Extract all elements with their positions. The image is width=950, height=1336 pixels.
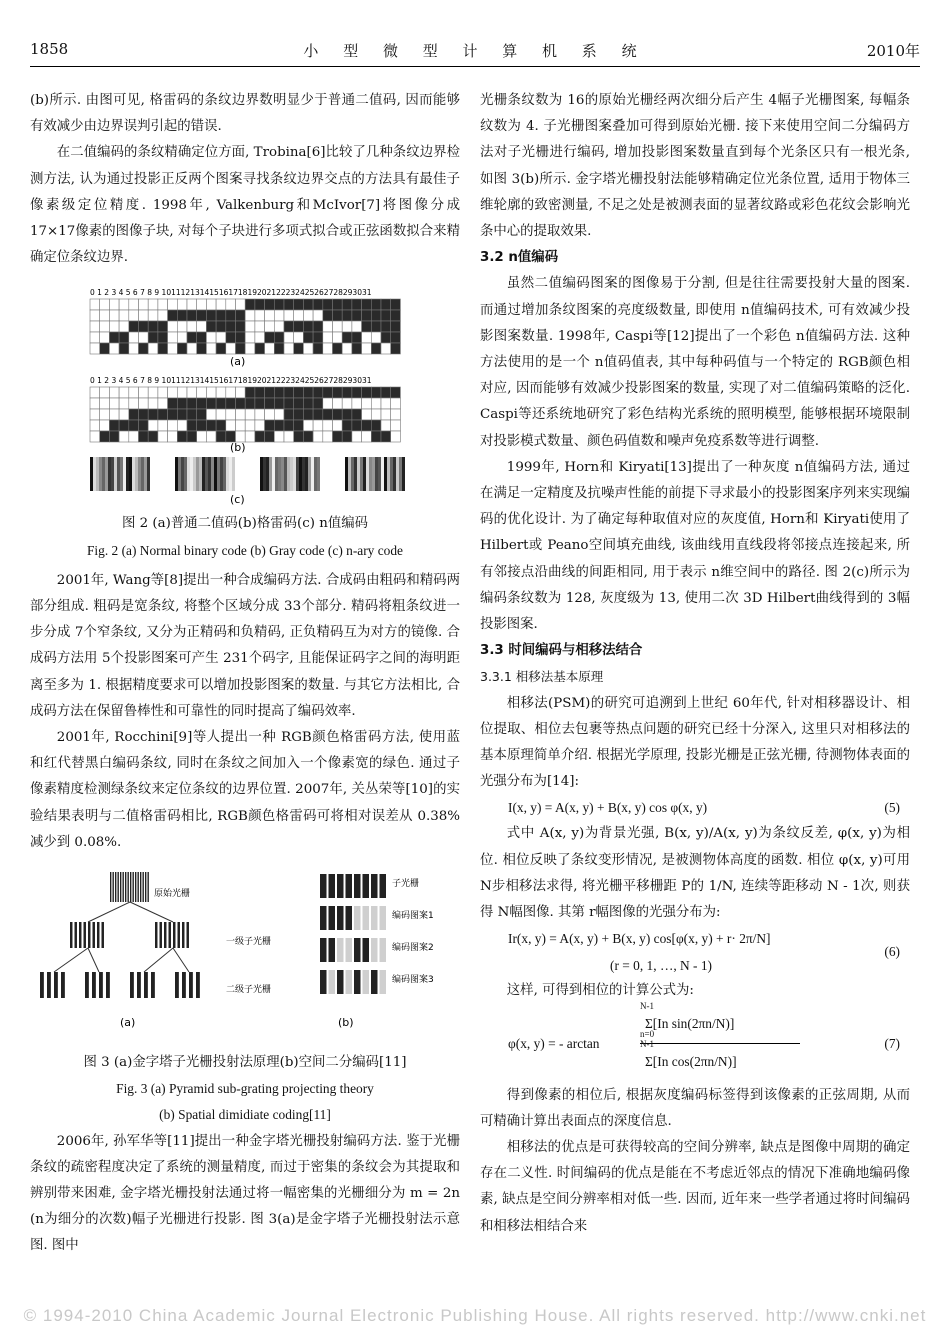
fig3-label-original: 原始光栅 [154,889,191,900]
paragraph: 2006年, 孙军华等[11]提出一种金字塔光栅投射编码方法. 鉴于光栅条纹的疏密程度决定了系统的测量精度, 而过于密集的条纹会为其提取和辨别带来困难, 金字塔光栅投射法通过将一幅密集的光栅细分为 m = 2n (n为细分的次数)幅子光栅进行投影. 图 3(a)是金字塔子光栅投射法示意图. 图中 [30,1133,460,1254]
fig3-label-b: (b) [338,1016,354,1030]
equation-7-lower-limit: n=0 [640,1028,655,1039]
fig3-right-label-3: 编码图案2 [392,943,434,954]
right-column [480,88,910,1240]
equation-6-line-2: (r = 0, 1, …, N - 1) [610,957,713,973]
equation-5-body: I(x, y) = A(x, y) + B(x, y) cos φ(x, y) [508,800,708,816]
copyright-footer: © 1994-2010 China Academic Journal Electronic Publishing House. All rights reserved. http://www.cnki.net [23,1306,927,1325]
paragraph: 光栅条纹数为 16的原始光栅经两次细分后产生 4幅子光栅图案, 每幅条纹数为 4. 子光栅图案叠加可得到原始光栅. 接下来使用空间二分编码方法对子光栅进行编码, 增加投影图案数量直到每个光条区只有一根光条, 如图 3(b)所示. 金字塔光栅投射法能够精确定位光条位置, 适用于物体三维轮廓的致密测量, 不足之处是被测表面的显著纹路或彩色花纹会影响光条中心的提取效果. [480,93,910,240]
journal-title: 小 型 微 型 计 算 机 系 统 [303,42,647,60]
year: 2010年 [866,42,920,60]
equation-5 [480,795,910,821]
fig3-coding [320,874,386,994]
paragraph: 2001年, Wang等[8]提出一种合成编码方法. 合成码由粗码和精码两部分组成. 粗码是宽条纹, 将整个区域分成 33个部分. 精码将粗条纹进一步分成 7个窄条纹, 又分为正精码和负精码, 正负精码互为对方的镜像. 合成码方法用 5个投影图案可产生 231个码字, 且能保证码字之间的海明距离至多为 1. 根据精度要求可以增加投影图案的数量. 与其它方法相比, 合成码方法在保留鲁棒性和可靠性的同时提高了编码效率. [30,572,460,719]
equation-7-denominator: Σ[In cos(2πn/N)] [645,1053,737,1069]
fig2-gray-grid [90,387,400,442]
page-header [30,40,920,64]
equation-7-numerator: Σ[In sin(2πn/N)] [645,1015,735,1031]
paragraph: 相移法的优点是可获得较高的空间分辨率, 缺点是图像中周期的确定存在二义性. 时间编码的优点是能在不考虑近邻点的情况下准确地编码像素, 缺点是空间分辨率相对低一些. 因而, 近年来一些学者通过将时间编码和相移法相结合来 [480,1139,910,1234]
fig2-label-a: (a) [230,355,246,369]
equation-7-upper-limit: N-1 [640,1038,654,1049]
figure-3 [30,866,460,1046]
paragraph: 相移法(PSM)的研究可追溯到上世纪 60年代, 针对相移器设计、相位提取、相位去包裹等热点问题的研究已经十分深入, 这里只对相移法的基本原理简单介绍. 根据光学原理, 投影光栅是正弦光栅, 待测物体表面的光强分布为[14]: [480,695,910,790]
equation-6 [480,926,910,978]
paragraph: 2001年, Rocchini[9]等人提出一种 RGB颜色格雷码方法, 使用蓝和红代替黑白编码条纹, 同时在条纹之间加入一个像素宽的绿色. 通过子像素精度检测绿条纹来定位条纹的边界位置. 2007年, 关丛荣等[10]的实验结果表明与二值格雷码相比, RGB颜色格雷码可将相对误差从 0.38%减少到 0.08%. [30,730,460,850]
equation-6-number: (6) [884,944,900,960]
fig2-label-b: (b) [230,441,246,455]
fig2-caption-cn: 图 2 (a)普通二值码(b)格雷码(c) n值编码 [122,516,368,532]
fig3-label-a: (a) [120,1016,136,1030]
paragraph: 在二值编码的条纹精确定位方面, Trobina[6]比较了几种条纹边界检测方法, 认为通过投影正反两个图案寻找条纹边界交点的方法具有最佳子像素级定位精度. 1998年, Valkenburg和McIvor[7]将图像分成 17×17像素的图像子块, 对每个子块进行多项式拟合或正弦函数拟合来精确定位条纹边界. [30,145,460,266]
subsection-heading-3-3-1: 3.3.1 相移法基本原理 [480,669,604,685]
fig2-binary-grid [90,299,400,354]
fig2-label-c: (c) [230,493,245,506]
page-number: 1858 [30,40,69,58]
section-heading-3-2: 3.2 n值编码 [480,250,559,266]
equation-6-line-1: Ir(x, y) = A(x, y) + B(x, y) cos[φ(x, y) + r· 2π/N] [508,931,771,947]
paragraph: 这样, 可得到相位的计算公式为: [506,983,694,999]
paragraph: 式中 A(x, y)为背景光强, B(x, y)/A(x, y)为条纹反差, φ(x, y)为相位. 相位反映了条纹变形情况, 是被测物体高度的函数. 相位 φ(x, y)可用 N步相移法求得, 将光栅平移栅距 P的 1/N, 连续等距移动 N - 1次, 则获得 N幅图像. 其第 r幅图像的光强分布为: [480,826,910,921]
fig3-caption-en-1: Fig. 3 (a) Pyramid sub-grating projecting theory [116,1081,374,1097]
equation-5-number: (5) [884,800,900,816]
fig2-caption-en: Fig. 2 (a) Normal binary code (b) Gray code (c) n-ary code [86,542,404,558]
left-column [30,88,460,1260]
paragraph: 得到像素的相位后, 根据灰度编码标签得到该像素的正弦周期, 从而可精确计算出表面点的深度信息. [480,1087,910,1129]
fig2-bit-numbers: 0 1 2 3 4 5 6 7 8 9 10111213141516171819202122232425262728293031 [90,288,372,298]
equation-7-number: (7) [884,1035,900,1051]
fraction-bar [640,1043,800,1044]
fig3-label-level2: 二级子光栅 [226,985,272,996]
equation-7 [480,1000,910,1083]
fig3-right-label-2: 编码图案1 [392,911,434,922]
fig2-bit-numbers: 0 1 2 3 4 5 6 7 8 9 10111213141516171819202122232425262728293031 [90,376,372,386]
fig3-caption-en-2: (b) Spatial dimidiate coding[11] [159,1107,331,1123]
fig3-right-label-4: 编码图案3 [392,975,434,986]
paragraph: 虽然二值编码图案的图像易于分割, 但是往往需要投射大量的图案. 而通过增加条纹图案的亮度级数量, 即使用 n值编码技术, 可有效减少投影图案数量. 1998年, Caspi等[12]提出了一个彩色 n值编码方法. 这种方法使用的是一个 n值码值表, 其中每种码值与一个特定的 RGB颜色相对应, 因而能够有效减少投影图案的数量, 实现了对二值编码策略的泛化. Caspi等还系统地研究了彩色结构光系统的照明模型, 能够根据环境限制对投影模式数量、颜色码值数和噪声免疫系数等进行调整. [480,276,910,449]
equation-7-lhs: φ(x, y) = - arctan [508,1035,600,1051]
figure-2 [30,285,460,505]
section-heading-3-3: 3.3 时间编码与相移法结合 [480,643,643,659]
equation-7-upper-limit: N-1 [640,1000,654,1011]
fig3-label-level1: 一级子光栅 [226,937,272,948]
fig2-nary-stripes [90,457,405,491]
fig3-caption-cn: 图 3 (a)金字塔子光栅投射法原理(b)空间二分编码[11] [83,1055,407,1071]
paragraph: (b)所示. 由图可见, 格雷码的条纹边界数明显少于普通二值码, 因而能够有效减少由边界误判引起的错误. [30,93,460,135]
header-rule [30,66,920,67]
fig3-right-label-1: 子光栅 [392,879,420,890]
paragraph: 1999年, Horn和 Kiryati[13]提出了一种灰度 n值编码方法, 通过在满足一定精度及抗噪声性能的前提下寻求最小的投影图案序列来实现编码的优化设计. 为了确定每种取值对应的灰度值, Horn和 Kiryati使用了 Hilbert或 Peano空间填充曲线, 该曲线用直线段将邻接点连接起来, 所有邻接点沿曲线的间距相同, 用于表示 n维空间中的路径. 图 2(c)所示为编码条纹数为 128, 灰度级为 13, 使用二次 3D Hilbert曲线得到的 3幅投影图案. [480,459,910,633]
